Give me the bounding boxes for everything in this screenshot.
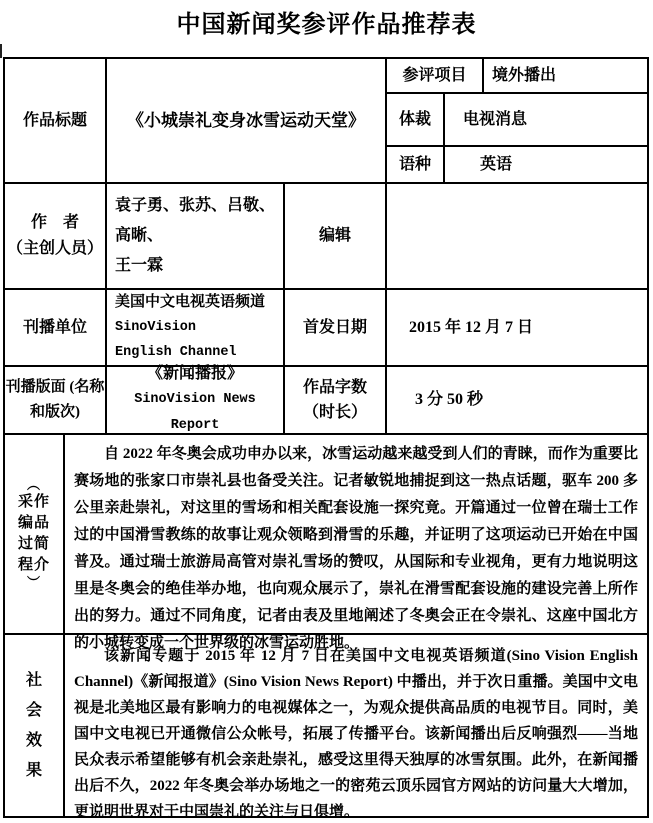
publish-unit-line3: English Channel [115,345,237,360]
author-label [5,184,105,288]
intro-label-paren-open: ︵ [26,477,41,492]
social-effect-label-char-3: 效 [25,731,42,749]
genre-value-text: 电视消息 [463,110,528,128]
entry-item-label-text: 参评项目 [402,66,467,84]
social-effect-label-char-1: 社 [25,671,42,689]
editor-label [285,184,385,288]
work-title-label [5,59,105,182]
publish-page-value-line2: SinoVision News Report [134,392,256,433]
editor-value [387,184,647,288]
intro-label-chars-3: 过简 [17,536,50,552]
work-title-value [107,59,385,182]
social-effect-label [5,635,63,816]
stray-mark [0,44,2,58]
work-length-label-line1: 作品字数 [302,379,367,396]
publish-unit-line2: SinoVision [115,320,197,335]
publish-unit-line1: 美国中文电视英语频道 [115,294,266,310]
social-effect-label-char-4: 果 [25,761,42,779]
language-label-text: 语种 [398,155,431,173]
first-air-date-label-text: 首发日期 [302,318,367,336]
language-value [445,147,647,182]
publish-unit-label-text: 刊播单位 [22,318,87,336]
author-value-line1: 袁子勇、张苏、吕敬、高晰、 [115,197,276,244]
first-air-date-value-text: 2015 年 12 月 7 日 [409,318,534,336]
work-title-value-text: 《小城崇礼变身冰雪运动天堂》 [127,110,365,130]
genre-label [387,94,443,145]
genre-value [445,94,647,145]
work-length-label-line2: （时长） [302,404,367,421]
work-length-value [387,367,647,433]
intro-label-chars-4: 程介 [17,557,50,573]
publish-page-label-line2: 和版次) [30,404,80,420]
recommendation-table [3,57,649,818]
publish-page-value [107,367,283,433]
language-label [387,147,443,182]
intro-paragraph-text: 自 2022 年冬奥会成功申办以来，冰雪运动越来越受到人们的青睐，而作为重要比赛场地的张家口市崇礼县也备受关注。记者敏锐地捕捉到这一热点话题，驱车 200 多公里亲赴崇礼，对这里的雪场和相关配套设施一探究竟。开篇通过一位曾在瑞士工作过的中国滑雪教练的故事让观众领略到滑雪的乐趣，并证明了这项运动已开始在中国普及。通过瑞士旅游局高管对崇礼雪场的赞叹，从国际和专业视角，更有力地说明这里是冬奥会的绝佳举办地，也向观众展示了，崇礼在滑雪配套设施的建设完善上所作出的努力。通过不同角度，记者由表及里地阐述了冬奥会正在令崇礼、这座中国北方的小城转变成一个世界级的冰雪运动胜地。 [74,446,638,651]
publish-page-label-line1: 刊播版面 (名称 [5,379,105,395]
social-effect-label-char-2: 会 [25,701,42,719]
intro-label-chars-2: 编品 [17,515,50,531]
work-length-label [285,367,385,433]
author-value-line2: 王一霖 [115,257,164,274]
genre-label-text: 体裁 [398,110,431,128]
first-air-date-value [387,290,647,365]
entry-item-value-text: 境外播出 [492,66,557,84]
first-air-date-label [285,290,385,365]
publish-page-value-line1: 《新闻播报》 [146,365,243,382]
publish-unit-label [5,290,105,365]
page-title: 中国新闻奖参评作品推荐表 [176,12,477,38]
editor-label-text: 编辑 [318,227,351,244]
author-label-line1: 作 者 [30,214,79,231]
intro-paragraph [65,435,647,651]
language-value-text: 英语 [480,155,513,173]
author-label-line2: （主创人员） [6,240,103,257]
entry-item-value [484,59,647,92]
publish-page-label [5,367,105,433]
work-title-label-text: 作品标题 [22,111,87,129]
work-length-value-text: 3 分 50 秒 [415,391,484,408]
intro-label [5,435,63,633]
social-effect-paragraph [65,635,647,820]
author-value [107,184,283,288]
social-effect-paragraph-text: 该新闻专题于 2015 年 12 月 7 日在美国中文电视英语频道(Sino Vision English Channel)《新闻报道》(Sino Vision News Report) 中播出，并于次日重播。美国中文电视是北美地区最有影响力的电视媒体之一，为观众提供高品质的电视节目。同时，美国中文电视已开通微信公众帐号，拓展了传播平台。该新闻播出后反响强烈——当地民众表示希望能够有机会亲赴崇礼，感受这里得天独厚的冰雪氛围。此外，在新闻播出后不久，2022 年冬奥会举办场地之一的密苑云顶乐园官方网站的访问量大大增加，更说明世界对于中国崇礼的关注与日俱增。 [74,648,638,820]
publish-unit-value [107,290,283,365]
intro-label-chars-1: 采作 [17,494,50,510]
intro-label-paren-close: ︶ [26,575,41,590]
entry-item-label [387,59,482,92]
